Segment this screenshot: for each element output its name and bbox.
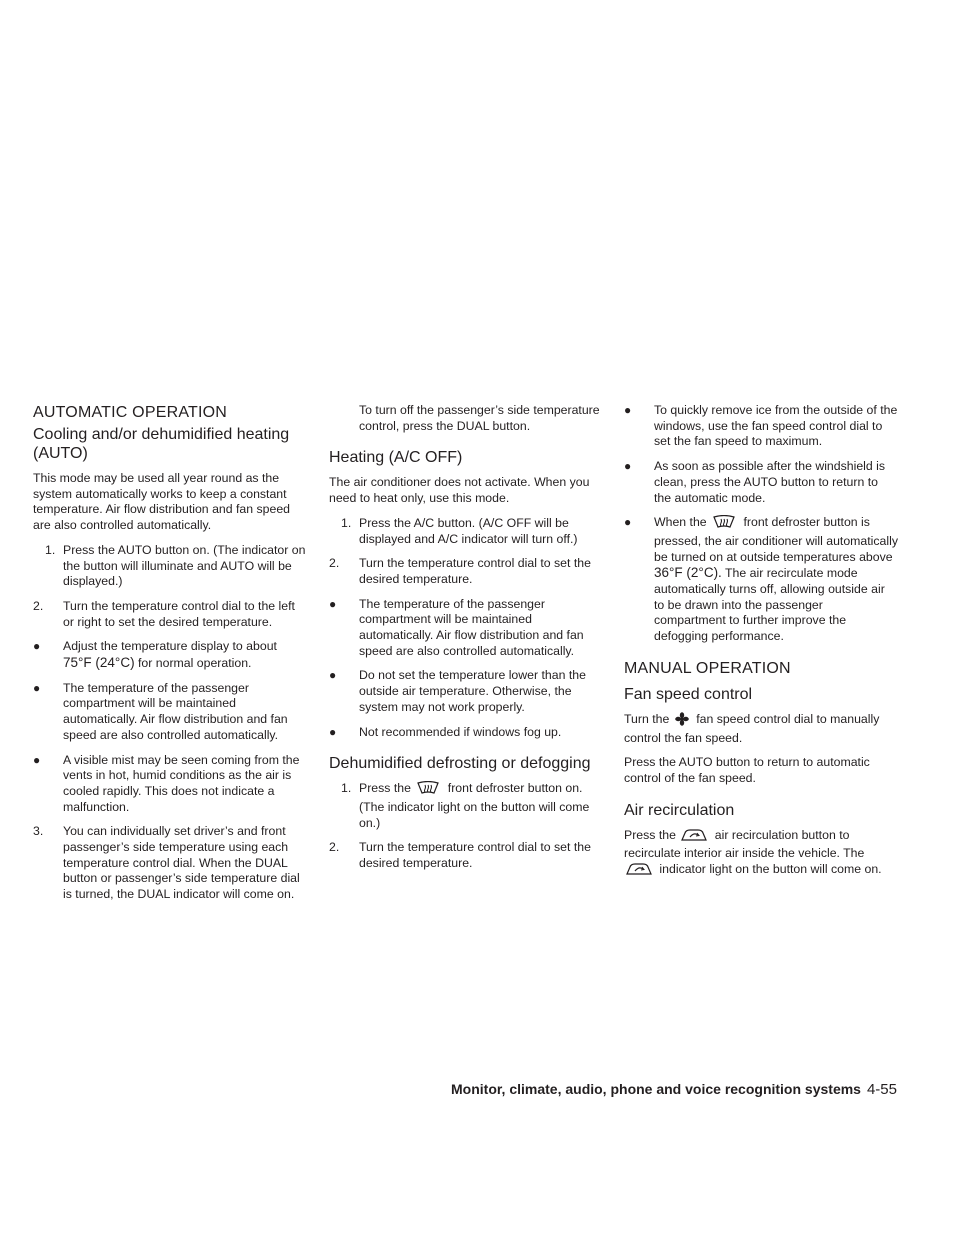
step-number: 1. <box>341 515 352 530</box>
column-2 <box>329 403 603 881</box>
heating-bullet-3: ● Not recommended if windows fog up. <box>329 724 562 739</box>
bullet-icon: ● <box>624 459 632 474</box>
paragraph-heating-intro: The air conditioner does not activate. When you need to heat only, use this mode. <box>329 475 590 506</box>
step-1 <box>33 543 307 590</box>
column-1 <box>33 403 307 912</box>
defrost-bullet-ice: ● To quickly remove ice from the outside of the windows, use the fan speed control dial to set the fan speed to maximum. <box>624 403 898 449</box>
heating-bullet-2: ● Do not set the temperature lower than the outside air temperature. Otherwise, the system may not work properly. <box>329 668 586 714</box>
bullet-icon: ● <box>624 515 632 530</box>
step-text: Turn the temperature control dial to the left or right to set the desired temperature. <box>63 598 295 629</box>
step-2 <box>33 599 307 630</box>
step-text: Turn the temperature control dial to set the desired temperature. <box>359 840 591 871</box>
paragraph-recirculation: Press the air recirculation button to recirculate interior air inside the vehicle. The indicator light on the button will come on. <box>624 828 898 881</box>
page-number: 4-55 <box>866 1081 897 1098</box>
heading-dehumidified-defrosting: Dehumidified defrosting or defogging <box>329 755 591 773</box>
paragraph-intro: This mode may be used all year round as the system automatically works to keep a constant temperature. Air flow distribution and fan speed are also controlled automatically. <box>33 471 291 533</box>
defrost-step-1: 1. Press the front defroster button on. (The indicator light on the button will come on.) <box>341 781 590 830</box>
recirculation-icon <box>681 828 707 847</box>
step-number: 2. <box>33 598 44 613</box>
heading-heating: Heating (A/C OFF) <box>329 449 463 467</box>
paragraph-fan-auto: Press the AUTO button to return to automatic control of the fan speed. <box>624 755 870 785</box>
bullet-icon: ● <box>329 596 337 611</box>
defrost-step-2 <box>329 840 603 871</box>
defrost-bullet-when: ● When the front defroster button is pressed, the air conditioner will automatically be turned on at outside temperatures above 36°F (2°C). The air recirculate mode automatically turns off, allowing outside air to be drawn into the passenger compartment to further improve the defogging performance. <box>624 515 899 644</box>
step-number: 3. <box>33 824 44 839</box>
temperature-value: 75°F (24°C) <box>63 655 135 671</box>
section-title: Monitor, climate, audio, phone and voice recognition systems <box>451 1081 861 1097</box>
recirculation-icon <box>626 862 652 881</box>
bullet-icon: ● <box>33 680 41 695</box>
bullet-icon: ● <box>33 639 41 654</box>
heating-step-2 <box>329 556 603 587</box>
step-number: 1. <box>45 542 56 557</box>
step-text: Turn the temperature control dial to set the desired temperature. <box>359 556 591 586</box>
defrost-bullet-auto: ● As soon as possible after the windshield is clean, press the AUTO button to return to the automatic mode. <box>624 459 886 505</box>
column-3 <box>624 403 898 890</box>
heating-step-1 <box>329 516 603 547</box>
heading-air-recirculation: Air recirculation <box>624 801 735 819</box>
page-footer <box>437 1081 897 1098</box>
heading-manual-operation: MANUAL OPERATION <box>624 659 791 677</box>
step-number: 2. <box>329 556 340 571</box>
temperature-value: 36°F (2°C). <box>654 565 722 581</box>
step-text: Press the AUTO button on. (The indicator on the button will illuminate and AUTO will be displayed.) <box>63 542 306 589</box>
front-defroster-icon <box>416 781 440 800</box>
heading-cooling-auto: Cooling and/or dehumidified heating (AUTO) <box>33 426 290 462</box>
front-defroster-icon <box>712 515 736 534</box>
bullet-icon: ● <box>33 752 41 767</box>
step-text: Press the A/C button. (A/C OFF will be displayed and A/C indicator will turn off.) <box>359 515 578 546</box>
bullet-maintained: ● The temperature of the passenger compartment will be maintained automatically. Air flow distribution and fan speed are also controlled automatically. <box>33 680 288 742</box>
heading-automatic-operation: AUTOMATIC OPERATION <box>33 404 228 421</box>
paragraph-fan-speed: Turn the fan speed control dial to manually control the fan speed. <box>624 711 880 745</box>
step-number: 2. <box>329 840 340 855</box>
bullet-mist: ● A visible mist may be seen coming from the vents in hot, humid conditions as the air is cooled rapidly. This does not indicate a malfunction. <box>33 752 300 814</box>
bullet-icon: ● <box>624 403 632 417</box>
heating-bullet-1: ● The temperature of the passenger compartment will be maintained automatically. Air flow distribution and fan speed are also controlled automatically. <box>329 596 584 658</box>
heading-fan-speed: Fan speed control <box>624 685 753 703</box>
step-number: 1. <box>341 781 352 796</box>
paragraph-dual-off: To turn off the passenger’s side temperature control, press the DUAL button. <box>359 403 600 433</box>
step-3 <box>33 824 307 903</box>
bullet-icon: ● <box>329 724 337 739</box>
bullet-icon: ● <box>329 668 337 683</box>
step-text: You can individually set driver’s and front passenger’s side temperature using each temperature control dial. When the DUAL button or passenger’s side temperature dial is turned, the DUAL indicator will come on. <box>63 824 300 902</box>
fan-icon <box>675 712 689 731</box>
bullet-adjust-temp: ● Adjust the temperature display to about 75°F (24°C) for normal operation. <box>33 639 277 671</box>
